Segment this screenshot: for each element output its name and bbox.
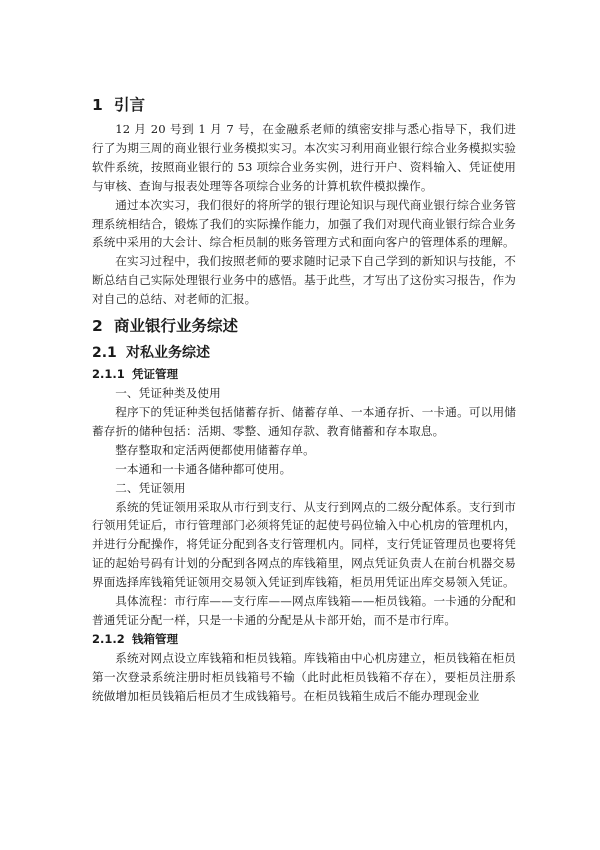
subsection-heading [92,343,516,364]
paragraph: 在实习过程中，我们按照老师的要求随时记录下自己学到的新知识与技能，不断总结自己实际处理银行业务中的感悟。基于此些，才写出了这份实习报告，作为对自己的总结、对老师的汇报。 [92,254,516,307]
paragraph: 二、凭证领用 [115,480,186,495]
document-page [92,80,516,706]
subsection-number: 2.1 [92,345,117,362]
sub-subsection-title: 钱箱管理 [132,631,178,646]
sub-subsection-heading-1 [92,365,516,384]
paragraph: 一、凭证种类及使用 [115,386,221,401]
section-heading-2 [92,315,516,337]
section-number: 1 [92,96,103,114]
paragraph: 一本通和一卡通各储种都可使用。 [115,461,292,476]
paragraph: 具体流程：市行库——支行库——网点库钱箱——柜员钱箱。一卡通的分配和普通凭证分配一样，只是一卡通的分配是从卡部开始，而不是市行库。 [92,594,516,627]
paragraph: 系统对网点设立库钱箱和柜员钱箱。库钱箱由中心机房建立，柜员钱箱在柜员第一次登录系统注册时柜员钱箱号不输（此时此柜员钱箱不存在），要柜员注册系统做增加柜员钱箱后柜员才生成钱箱号。在柜员钱箱生成后不能办理现金业 [92,650,516,703]
paragraph: 12 月 20 号到 1 月 7 号，在金融系老师的缜密安排与悉心指导下，我们进行了为期三周的商业银行业务模拟实习。本次实习利用商业银行综合业务模拟实验软件系统，按照商业银行的 53 项综合业务实例，进行开户、资料输入、凭证使用与审核、查询与报表处理等各项综合业务的计算机软件模拟操作。 [92,122,516,193]
sub-subsection-number: 2.1.2 [92,631,125,646]
paragraph: 程序下的凭证种类包括储蓄存折、储蓄存单、一本通存折、一卡通。可以用储蓄存折的储种包括：活期、零整、通知存款、教育储蓄和存本取息。 [92,404,516,438]
section-title: 商业银行业务综述 [114,317,239,336]
subsection-title: 对私业务综述 [126,345,210,362]
sub-subsection-number: 2.1.1 [92,367,125,382]
paragraph: 通过本次实习，我们很好的将所学的银行理论知识与现代商业银行综合业务管理系统相结合，锻炼了我们的实际操作能力，加强了我们对现代商业银行综合业务系统中采用的大会计、综合柜员制的账务管理方式和面向客户的管理体系的理解。 [92,197,516,250]
sub-subsection-title: 凭证管理 [132,367,178,382]
section-title: 引言 [114,96,146,114]
sub-subsection-heading-2 [92,630,516,649]
section-number: 2 [92,317,103,336]
section-heading-1 [92,94,516,116]
paragraph: 系统的凭证领用采取从市行到支行、从支行到网点的二级分配体系。支行到市行领用凭证后，市行管理部门必须将凭证的起使号码位输入中心机房的管理机内，并进行分配操作，将凭证分配到各支行管理机内。同样，支行凭证管理员也要将凭证的起始号码有计划的分配到各网点的库钱箱里，网点凭证负责人在前台机器交易界面选择库钱箱凭证领用交易领入凭证到库钱箱，柜员用凭证出库交易领入凭证。 [92,499,516,590]
paragraph: 整存整取和定活两便都使用储蓄存单。 [115,442,315,457]
